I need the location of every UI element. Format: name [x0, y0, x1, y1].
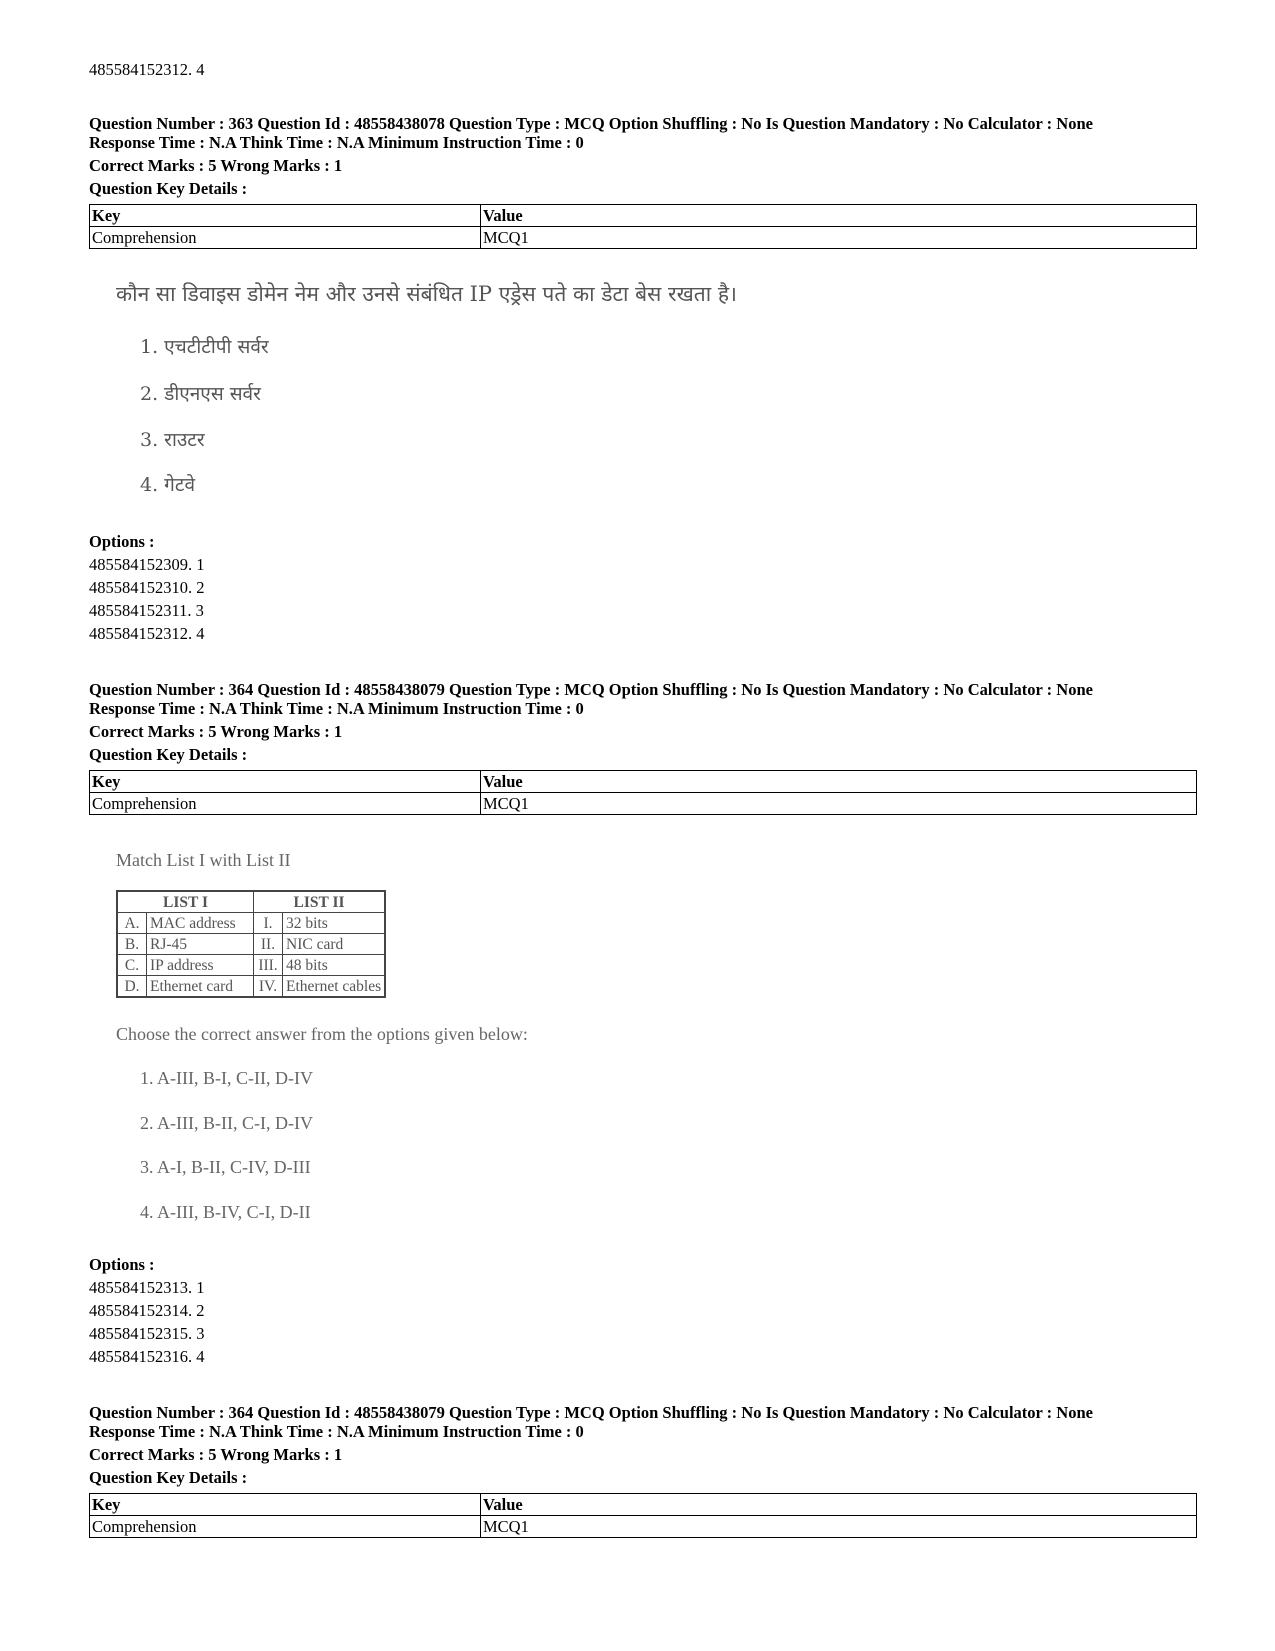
match-title: Match List I with List II: [116, 850, 291, 870]
choice-2: 2. A-III, B-II, C-I, D-IV: [140, 1113, 313, 1133]
option-line: 485584152310. 2: [89, 578, 205, 597]
question-text: कौन सा डिवाइस डोमेन नेम और उनसे संबंधित IP एड्रेस पते का डेटा बेस रखता है।: [116, 282, 737, 306]
question-header-line2: Response Time : N.A Think Time : N.A Minimum Instruction Time : 0: [89, 133, 584, 152]
key-details-label: Question Key Details :: [89, 179, 248, 198]
option-line: 485584152309. 1: [89, 555, 205, 574]
choice-2: 2. डीएनएस सर्वर: [140, 383, 261, 405]
option-line: 485584152315. 3: [89, 1324, 205, 1343]
key-header: Key: [90, 205, 481, 227]
choice-3: 3. राउटर: [140, 429, 205, 451]
list-1-code: C.: [117, 955, 147, 976]
question-header-line1: Question Number : 363 Question Id : 48558438078 Question Type : MCQ Option Shuffling : No Is Question Mandatory : No Calculator : None: [89, 114, 1093, 133]
question-header-line1: Question Number : 364 Question Id : 48558438079 Question Type : MCQ Option Shuffling : No Is Question Mandatory : No Calculator : None: [89, 1403, 1093, 1422]
key-details-table: [89, 204, 1197, 249]
instruction-text: Choose the correct answer from the options given below:: [116, 1024, 528, 1044]
match-lists-table: [116, 890, 386, 998]
question-header-line2: Response Time : N.A Think Time : N.A Minimum Instruction Time : 0: [89, 699, 584, 718]
marks-line: Correct Marks : 5 Wrong Marks : 1: [89, 1445, 343, 1464]
list-1-code: D.: [117, 976, 147, 998]
key-cell: Comprehension: [90, 1516, 481, 1538]
list-1-code: A.: [117, 913, 147, 934]
choice-1: 1. A-III, B-I, C-II, D-IV: [140, 1068, 313, 1088]
list-2-item: 32 bits: [283, 913, 386, 934]
question-header-line2: Response Time : N.A Think Time : N.A Minimum Instruction Time : 0: [89, 1422, 584, 1441]
table-row: [117, 934, 385, 955]
key-details-table: [89, 1493, 1197, 1538]
choice-1: 1. एचटीटीपी सर्वर: [140, 336, 269, 358]
list-1-code: B.: [117, 934, 147, 955]
list-1-item: Ethernet card: [147, 976, 254, 998]
option-line: 485584152311. 3: [89, 601, 204, 620]
option-line: 485584152314. 2: [89, 1301, 205, 1320]
marks-line: Correct Marks : 5 Wrong Marks : 1: [89, 722, 343, 741]
list-1-header: LIST I: [117, 891, 254, 913]
key-details-table: [89, 770, 1197, 815]
list-1-item: IP address: [147, 955, 254, 976]
key-details-label: Question Key Details :: [89, 1468, 248, 1487]
value-header: Value: [481, 771, 1197, 793]
key-header: Key: [90, 771, 481, 793]
key-header: Key: [90, 1494, 481, 1516]
table-row: [117, 976, 385, 998]
value-cell: MCQ1: [481, 793, 1197, 815]
list-2-header: LIST II: [254, 891, 386, 913]
table-row: [117, 913, 385, 934]
marks-line: Correct Marks : 5 Wrong Marks : 1: [89, 156, 343, 175]
list-2-item: Ethernet cables: [283, 976, 386, 998]
question-header-line1: Question Number : 364 Question Id : 48558438079 Question Type : MCQ Option Shuffling : No Is Question Mandatory : No Calculator : None: [89, 680, 1093, 699]
list-2-code: IV.: [254, 976, 283, 998]
options-label: Options :: [89, 532, 155, 551]
question-image: [116, 280, 816, 505]
table-row: [117, 955, 385, 976]
value-cell: MCQ1: [481, 1516, 1197, 1538]
list-1-item: RJ-45: [147, 934, 254, 955]
option-line: 485584152312. 4: [89, 60, 205, 79]
key-cell: Comprehension: [90, 227, 481, 249]
option-line: 485584152313. 1: [89, 1278, 205, 1297]
option-line: 485584152312. 4: [89, 624, 205, 643]
list-2-code: III.: [254, 955, 283, 976]
key-cell: Comprehension: [90, 793, 481, 815]
value-header: Value: [481, 205, 1197, 227]
value-header: Value: [481, 1494, 1197, 1516]
options-label: Options :: [89, 1255, 155, 1274]
list-2-item: NIC card: [283, 934, 386, 955]
choice-4: 4. A-III, B-IV, C-I, D-II: [140, 1202, 311, 1222]
choice-4: 4. गेटवे: [140, 474, 196, 496]
key-details-label: Question Key Details :: [89, 745, 248, 764]
question-image: [116, 850, 676, 1230]
list-2-item: 48 bits: [283, 955, 386, 976]
list-2-code: II.: [254, 934, 283, 955]
list-2-code: I.: [254, 913, 283, 934]
choice-3: 3. A-I, B-II, C-IV, D-III: [140, 1157, 311, 1177]
option-line: 485584152316. 4: [89, 1347, 205, 1366]
value-cell: MCQ1: [481, 227, 1197, 249]
list-1-item: MAC address: [147, 913, 254, 934]
